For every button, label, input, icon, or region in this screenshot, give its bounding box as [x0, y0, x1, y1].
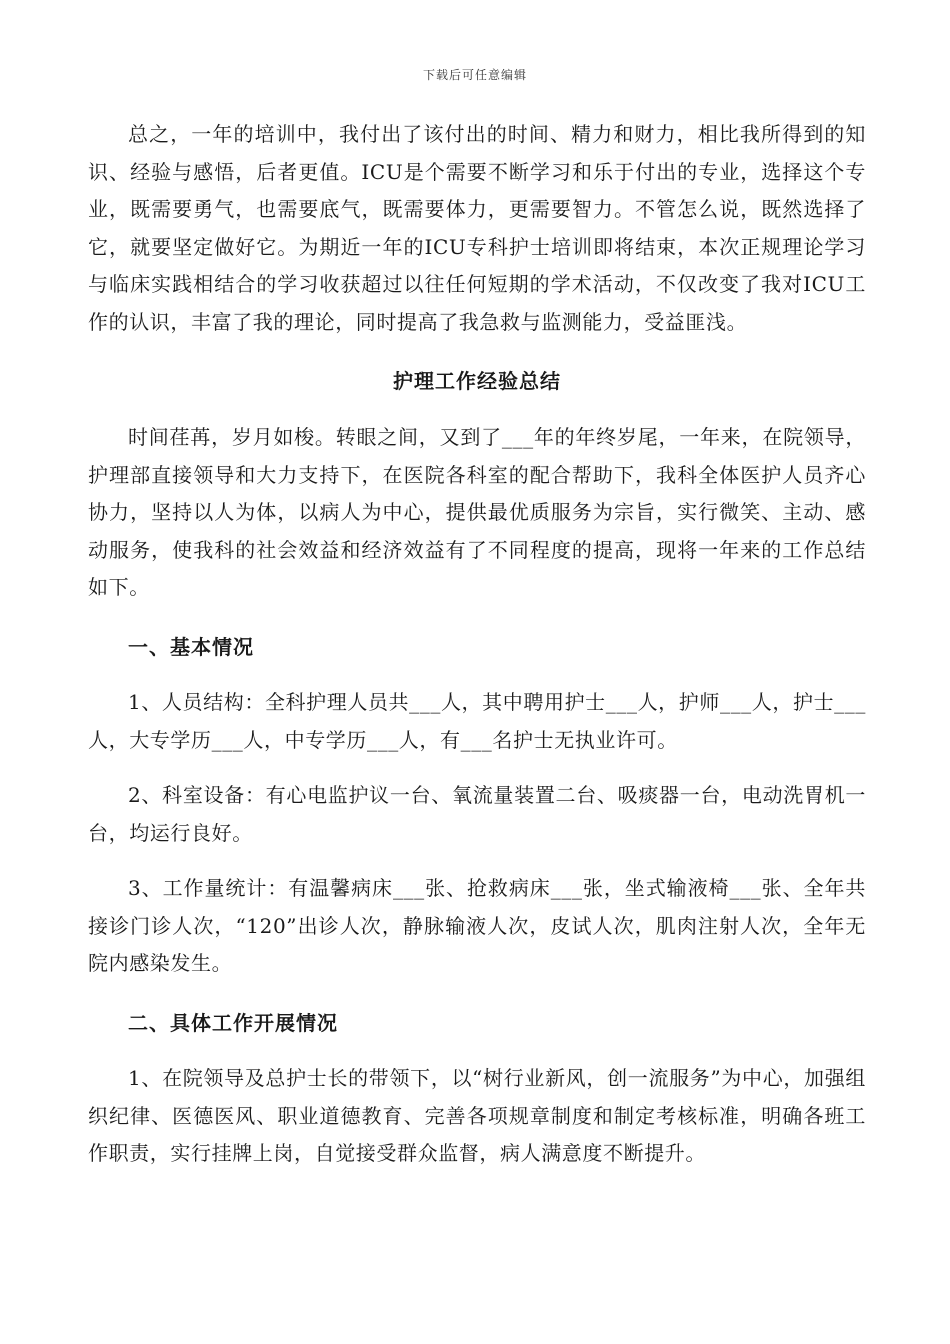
heading-basic-situation: 一、基本情况	[128, 634, 254, 659]
paragraph-leadership: 1、在院领导及总护士长的带领下，以“树行业新风，创一流服务”为中心，加强组织纪律、医德医风、职业道德教育、完善各项规章制度和制定考核标准，明确各班工作职责，实行挂牌上岗，自觉接受群众监督，病人满意度不断提升。	[88, 1066, 866, 1165]
paragraph-icu-summary: 总之，一年的培训中，我付出了该付出的时间、精力和财力，相比我所得到的知识、经验与感悟，后者更值。ICU是个需要不断学习和乐于付出的专业，选择这个专业，既需要勇气，也需要底气，既需要体力，更需要智力。不管怎么说，既然选择了它，就要坚定做好它。为期近一年的ICU专科护士培训即将结束，本次正规理论学习与临床实践相结合的学习收获超过以往任何短期的学术活动，不仅改变了我对ICU工作的认识，丰富了我的理论，同时提高了我急救与监测能力，受益匪浅。	[88, 122, 866, 334]
paragraph-staff-structure: 1、人员结构：全科护理人员共___人，其中聘用护士___人，护师___人，护士___人，大专学历___人，中专学历___人，有___名护士无执业许可。	[88, 690, 866, 752]
paragraph-workload: 3、工作量统计：有温馨病床___张、抢救病床___张，坐式输液椅___张、全年共接诊门诊人次，“120”出诊人次，静脉输液人次，皮试人次，肌肉注射人次，全年无院内感染发生。	[88, 876, 866, 975]
section-title: 护理工作经验总结	[393, 369, 561, 393]
heading-work-progress: 二、具体工作开展情况	[128, 1010, 338, 1035]
paragraph-equipment: 2、科室设备：有心电监护议一台、氧流量装置二台、吸痰器一台，电动洗胃机一台，均运行良好。	[88, 783, 866, 845]
paragraph-introduction: 时间荏苒，岁月如梭。转眼之间，又到了___年的年终岁尾，一年来，在院领导，护理部直接领导和大力支持下，在医院各科室的配合帮助下，我科全体医护人员齐心协力，坚持以人为体，以病人为中心，提供最优质服务为宗旨，实行微笑、主动、感动服务，使我科的社会效益和经济效益有了不同程度的提高，现将一年来的工作总结如下。	[88, 425, 866, 599]
page-header-note: 下载后可任意编辑	[422, 68, 527, 82]
document-body	[88, 116, 866, 1173]
